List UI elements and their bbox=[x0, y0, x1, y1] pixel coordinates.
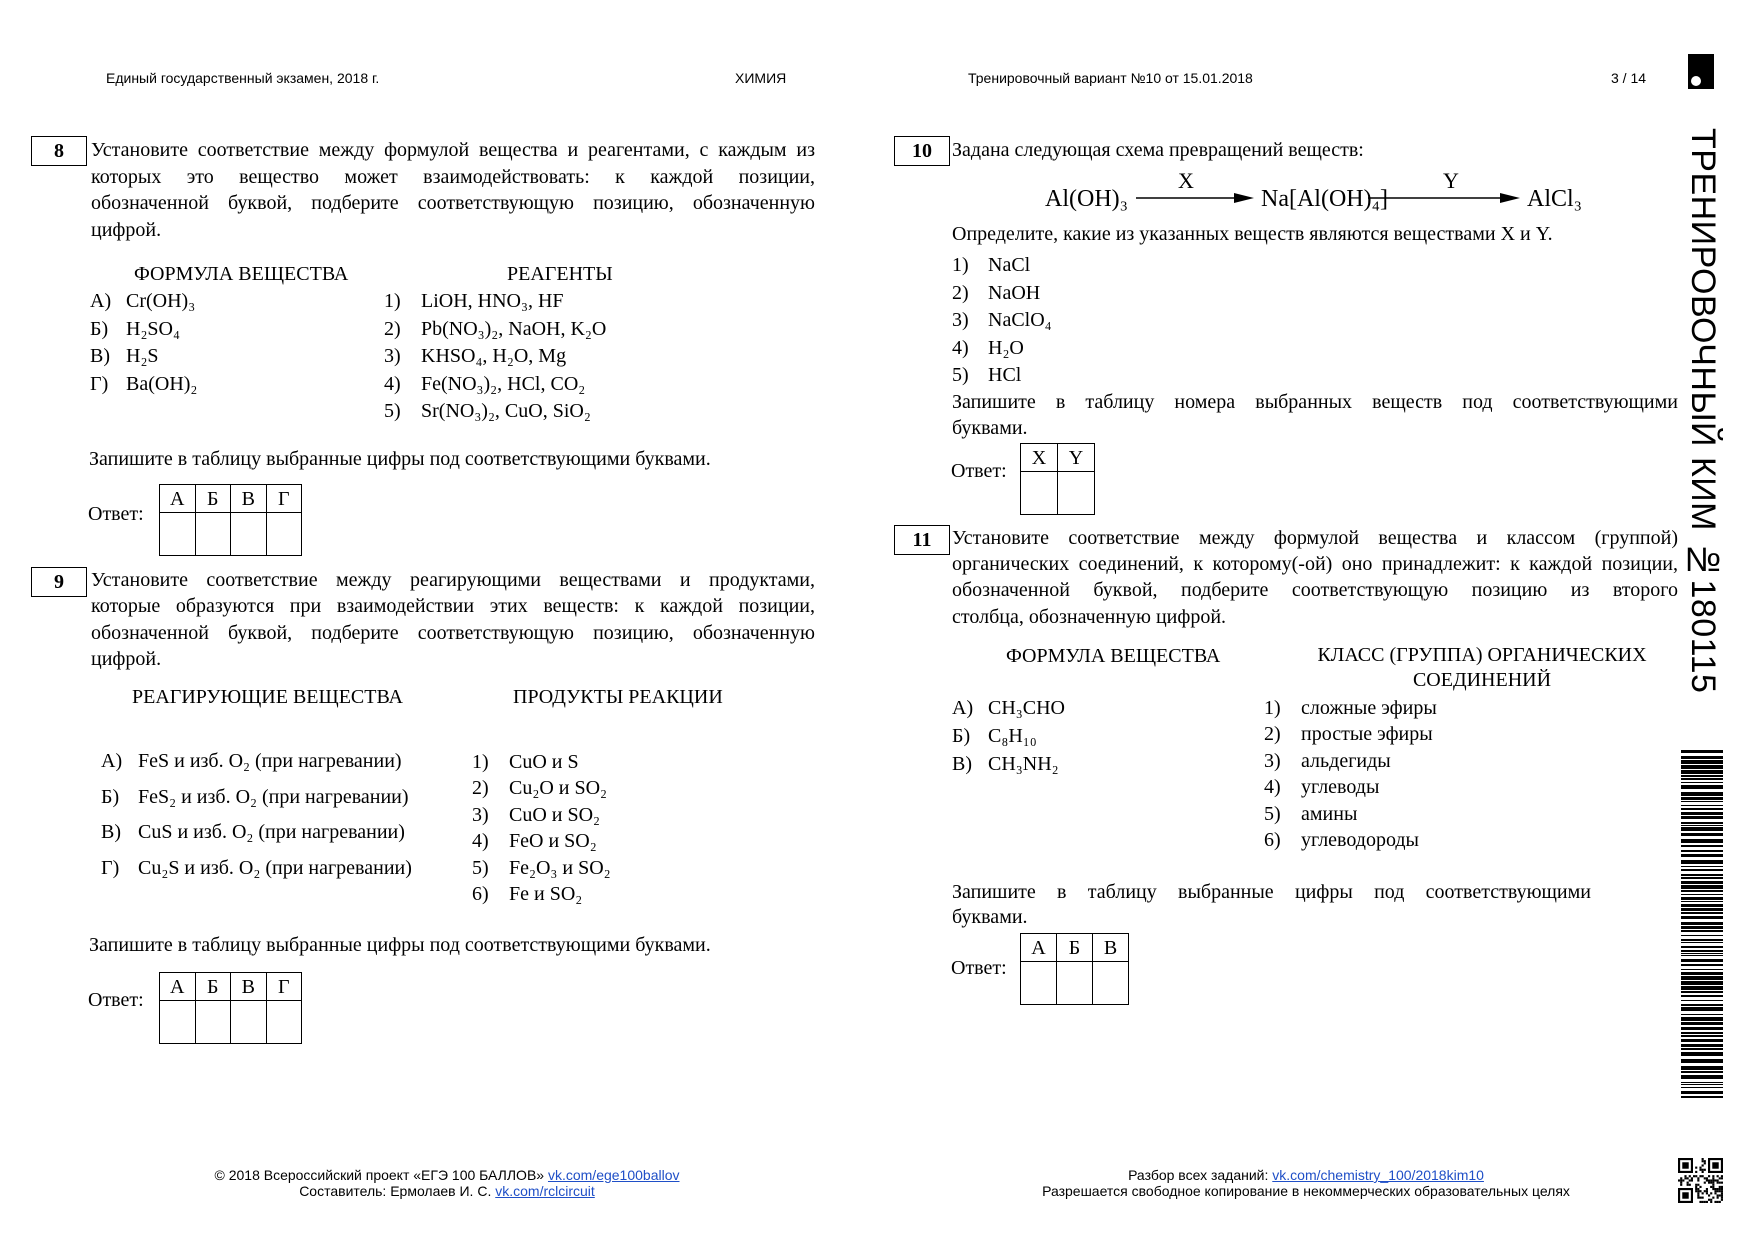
item-substance: NaCl bbox=[988, 254, 1031, 276]
answer-header-row bbox=[1021, 444, 1095, 472]
item-reagents: LiOH, HNO₃, HF bbox=[421, 290, 564, 312]
answer-cell bbox=[1057, 962, 1093, 1005]
task-8-number-box: 8 bbox=[31, 136, 87, 166]
task-10-number-box: 10 bbox=[894, 136, 950, 166]
item-number: 3) bbox=[384, 345, 401, 367]
item-letter: А) bbox=[952, 697, 974, 719]
answer-header-row bbox=[1021, 934, 1129, 962]
item-reactants: FeS и изб. O₂ (при нагревании) bbox=[138, 750, 402, 772]
item-number: 4) bbox=[1264, 776, 1281, 799]
footer-copyright bbox=[147, 1167, 747, 1183]
answer-cell bbox=[160, 513, 196, 556]
task-9-text-line: Установите соответствие между реагирующими веществами и продуктами, bbox=[91, 569, 815, 591]
item-reagents: Pb(NO₃)₂, NaOH, K₂O bbox=[421, 317, 607, 340]
item-class: углеводы bbox=[1301, 776, 1380, 799]
task-9-answer-table bbox=[159, 972, 302, 1044]
header-exam-title: Единый государственный экзамен, 2018 г. bbox=[106, 70, 380, 86]
answer-cell bbox=[266, 1001, 302, 1044]
header-page-number: 3 / 14 bbox=[1611, 70, 1647, 86]
task-10-instruction-line: буквами. bbox=[952, 416, 1028, 439]
item-class: углеводороды bbox=[1301, 828, 1419, 851]
answer-column-header: X bbox=[1021, 444, 1058, 472]
barcode bbox=[1681, 750, 1723, 1102]
item-letter: В) bbox=[952, 753, 972, 775]
answer-cell bbox=[160, 1001, 196, 1044]
task-10-answer-label: Ответ: bbox=[951, 460, 1007, 482]
header-subject: ХИМИЯ bbox=[735, 70, 787, 86]
item-letter: Г) bbox=[90, 372, 109, 395]
task-10-question: Определите, какие из указанных веществ являются веществами X и Y. bbox=[952, 223, 1553, 245]
task-11-instruction bbox=[952, 880, 1591, 930]
task-11-instruction-line: Запишите в таблицу выбранные цифры под соответствующими bbox=[952, 881, 1591, 903]
item-number: 3) bbox=[952, 309, 969, 331]
answer-cell bbox=[266, 513, 302, 556]
item-products: FeO и SO₂ bbox=[509, 830, 597, 853]
task-9-text-line: цифрой. bbox=[91, 648, 162, 671]
footer-solutions-text: Разбор всех заданий: bbox=[1128, 1167, 1269, 1183]
answer-cell bbox=[1021, 962, 1057, 1005]
answer-column-header: Г bbox=[266, 973, 302, 1001]
task-11-answer-table bbox=[1020, 933, 1129, 1005]
task-10-text: Задана следующая схема превращений веществ: bbox=[952, 139, 1364, 161]
item-number: 6) bbox=[1264, 828, 1281, 851]
task-8-text-line: которых это вещество может взаимодействовать: к каждой позиции, bbox=[91, 165, 815, 188]
answer-cell bbox=[1058, 472, 1095, 515]
task-11-text-line: столбца, обозначенную цифрой. bbox=[952, 605, 1227, 628]
item-products: CuO и S bbox=[509, 751, 579, 773]
item-letter: В) bbox=[101, 821, 121, 844]
answer-cell bbox=[1021, 472, 1058, 515]
item-number: 5) bbox=[952, 364, 969, 386]
footer-license: Разрешается свободное копирование в некоммерческих образовательных целях bbox=[1042, 1183, 1570, 1199]
task-11-right-column-title-line: КЛАСС (ГРУППА) ОРГАНИЧЕСКИХ bbox=[1317, 644, 1647, 666]
item-reagents: KHSO₄, H₂O, Mg bbox=[421, 345, 567, 367]
task-11-text-line: Установите соответствие между формулой вещества и классом (группой) bbox=[952, 527, 1678, 549]
answer-column-header: А bbox=[160, 973, 196, 1001]
item-number: 2) bbox=[1264, 723, 1281, 746]
item-number: 2) bbox=[384, 317, 401, 340]
item-substance: NaClO₄ bbox=[988, 309, 1052, 331]
header-variant: Тренировочный вариант №10 от 15.01.2018 bbox=[968, 70, 1253, 86]
item-reactants: CuS и изб. O₂ (при нагревании) bbox=[138, 821, 405, 844]
task-9-instruction: Запишите в таблицу выбранные цифры под соответствующими буквами. bbox=[89, 934, 711, 956]
item-letter: А) bbox=[101, 750, 123, 772]
item-class: альдегиды bbox=[1301, 749, 1391, 772]
item-number: 1) bbox=[952, 254, 969, 276]
answer-header-row bbox=[160, 973, 302, 1001]
task-10-instruction bbox=[952, 390, 1678, 441]
task-8-text-line: цифрой. bbox=[91, 218, 162, 241]
footer-solutions-link[interactable]: vk.com/chemistry_100/2018kim10 bbox=[1272, 1167, 1484, 1183]
item-number: 6) bbox=[472, 882, 489, 905]
item-reactants: FeS₂ и изб. O₂ (при нагревании) bbox=[138, 785, 409, 808]
item-formula: H₂S bbox=[126, 345, 159, 367]
answer-cell-row bbox=[1021, 962, 1129, 1005]
item-formula: C₈H₁₀ bbox=[988, 725, 1037, 747]
task-11-left-column-title: ФОРМУЛА ВЕЩЕСТВА bbox=[1006, 645, 1221, 667]
task-9-text-line: обозначенной буквой, подберите соответствующую позицию, обозначенную bbox=[91, 621, 815, 644]
item-substance: NaOH bbox=[988, 281, 1041, 304]
item-letter: Б) bbox=[90, 317, 109, 340]
task-8-text bbox=[91, 137, 815, 243]
answer-cell bbox=[195, 1001, 231, 1044]
item-reagents: Sr(NO₃)₂, CuO, SiO₂ bbox=[421, 400, 591, 422]
task-8-instruction: Запишите в таблицу выбранные цифры под соответствующими буквами. bbox=[89, 448, 711, 470]
answer-column-header: Б bbox=[1057, 934, 1093, 962]
answer-cell bbox=[231, 513, 267, 556]
task-11-text-line: органических соединений, к которому(-ой) оно принадлежит: к каждой позиции, bbox=[952, 553, 1678, 576]
task-8-text-line: Установите соответствие между формулой вещества и реагентами, с каждым из bbox=[91, 139, 815, 161]
item-reagents: Fe(NO₃)₂, HCl, CO₂ bbox=[421, 372, 586, 395]
footer-solutions bbox=[1006, 1167, 1606, 1183]
footer-author-link[interactable]: vk.com/rclcircuit bbox=[495, 1183, 595, 1199]
item-number: 4) bbox=[952, 336, 969, 359]
answer-column-header: А bbox=[1021, 934, 1057, 962]
task-9-text-line: которые образуются при взаимодействии этих веществ: к каждой позиции, bbox=[91, 595, 815, 618]
answer-cell bbox=[231, 1001, 267, 1044]
item-products: CuO и SO₂ bbox=[509, 803, 601, 826]
item-class: простые эфиры bbox=[1301, 723, 1433, 746]
scheme-end-formula: AlCl₃ bbox=[1527, 186, 1583, 212]
item-number: 1) bbox=[384, 290, 401, 312]
scheme-middle-formula: Na[Al(OH)₄] bbox=[1261, 186, 1388, 212]
answer-column-header: В bbox=[1093, 934, 1129, 962]
item-reactants: Cu₂S и изб. O₂ (при нагревании) bbox=[138, 857, 412, 880]
task-11-text bbox=[952, 525, 1678, 630]
item-number: 4) bbox=[472, 830, 489, 853]
item-number: 2) bbox=[952, 281, 969, 304]
qr-code bbox=[1678, 1158, 1723, 1203]
item-class: амины bbox=[1301, 802, 1358, 825]
task-9-text bbox=[91, 567, 815, 673]
answer-column-header: Г bbox=[266, 485, 302, 513]
task-8-right-column-title: РЕАГЕНТЫ bbox=[507, 263, 613, 285]
side-label: ТРЕНИРОВОЧНЫЙ КИМ №180115 bbox=[1684, 128, 1722, 694]
item-letter: Г) bbox=[101, 857, 120, 880]
answer-column-header: Б bbox=[195, 485, 231, 513]
corner-mark-icon bbox=[1688, 54, 1714, 89]
task-8-answer-table bbox=[159, 484, 302, 556]
scheme-arrow-2-label: Y bbox=[1443, 168, 1459, 193]
item-number: 5) bbox=[472, 856, 489, 879]
item-substance: HCl bbox=[988, 364, 1022, 386]
answer-header-row bbox=[160, 485, 302, 513]
item-letter: Б) bbox=[101, 785, 120, 808]
task-11-answer-label: Ответ: bbox=[951, 957, 1007, 979]
task-10-answer-table bbox=[1020, 443, 1095, 515]
task-11-text-line: обозначенной буквой, подберите соответствующую позицию из второго bbox=[952, 579, 1678, 602]
scheme-arrow-1-label: X bbox=[1178, 168, 1194, 193]
item-number: 4) bbox=[384, 372, 401, 395]
task-10-instruction-line: Запишите в таблицу номера выбранных веществ под соответствующими bbox=[952, 391, 1678, 413]
item-number: 1) bbox=[1264, 697, 1281, 719]
task-11-instruction-line: буквами. bbox=[952, 906, 1028, 928]
answer-cell-row bbox=[160, 513, 302, 556]
footer-copyright-text: © 2018 Всероссийский проект «ЕГЭ 100 БАЛЛОВ» bbox=[214, 1167, 545, 1183]
item-letter: В) bbox=[90, 345, 110, 367]
task-8-answer-label: Ответ: bbox=[88, 503, 144, 525]
answer-column-header: В bbox=[231, 485, 267, 513]
task-8-text-line: обозначенной буквой, подберите соответствующую позицию, обозначенную bbox=[91, 192, 815, 214]
item-products: Fe и SO₂ bbox=[509, 882, 583, 905]
answer-cell-row bbox=[1021, 472, 1095, 515]
item-number: 3) bbox=[1264, 749, 1281, 772]
answer-column-header: Б bbox=[195, 973, 231, 1001]
footer-author-text: Составитель: Ермолаев И. С. bbox=[299, 1183, 492, 1199]
task-11-right-column-title bbox=[1282, 643, 1682, 693]
scheme-start-formula: Al(OH)₃ bbox=[1045, 186, 1129, 212]
task-9-number-box: 9 bbox=[31, 567, 87, 597]
scheme-arrow-1-icon bbox=[1134, 190, 1256, 206]
answer-cell bbox=[1093, 962, 1129, 1005]
answer-cell bbox=[195, 513, 231, 556]
task-9-right-column-title: ПРОДУКТЫ РЕАКЦИИ bbox=[513, 686, 723, 708]
task-9-answer-label: Ответ: bbox=[88, 989, 144, 1011]
item-products: Cu₂O и SO₂ bbox=[509, 777, 607, 800]
item-formula: H₂SO₄ bbox=[126, 317, 180, 340]
item-letter: Б) bbox=[952, 725, 971, 747]
footer-project-link[interactable]: vk.com/ege100ballov bbox=[547, 1167, 680, 1183]
scheme-arrow-2-icon bbox=[1366, 190, 1522, 206]
item-formula: Cr(OH)₃ bbox=[126, 290, 196, 312]
item-formula: Ba(OH)₂ bbox=[126, 372, 198, 395]
item-class: сложные эфиры bbox=[1301, 697, 1437, 719]
task-11-right-column-title-line: СОЕДИНЕНИЙ bbox=[1412, 669, 1552, 691]
footer-author bbox=[147, 1183, 747, 1199]
item-products: Fe₂O₃ и SO₂ bbox=[509, 856, 611, 879]
item-number: 5) bbox=[1264, 802, 1281, 825]
answer-column-header: В bbox=[231, 973, 267, 1001]
item-number: 3) bbox=[472, 803, 489, 826]
answer-cell-row bbox=[160, 1001, 302, 1044]
task-11-number-box: 11 bbox=[894, 525, 950, 555]
item-formula: CH₃CHO bbox=[988, 697, 1065, 719]
item-number: 5) bbox=[384, 400, 401, 422]
answer-column-header: А bbox=[160, 485, 196, 513]
item-formula: CH₃NH₂ bbox=[988, 753, 1059, 775]
item-substance: H₂O bbox=[988, 336, 1024, 359]
item-number: 2) bbox=[472, 777, 489, 800]
task-9-left-column-title: РЕАГИРУЮЩИЕ ВЕЩЕСТВА bbox=[132, 686, 403, 708]
item-number: 1) bbox=[472, 751, 489, 773]
item-letter: А) bbox=[90, 290, 112, 312]
task-8-left-column-title: ФОРМУЛА ВЕЩЕСТВА bbox=[134, 263, 349, 285]
answer-column-header: Y bbox=[1058, 444, 1095, 472]
